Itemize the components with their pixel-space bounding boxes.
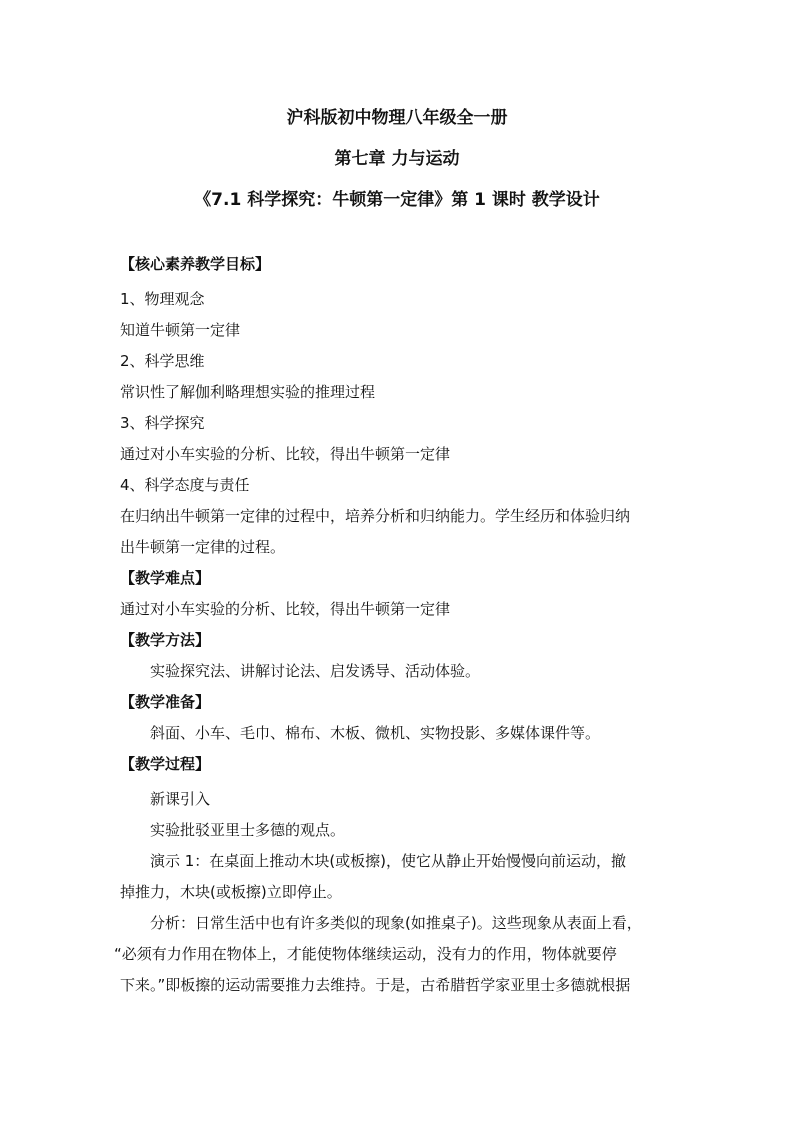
process-sub: 实验批驳亚里士多德的观点。 [150,821,346,839]
analysis-line-2: “必须有力作用在物体上，才能使物体继续运动，没有力的作用，物体就要停 [114,945,617,963]
prep-heading: 【教学准备】 [120,693,211,711]
book-title: 沪科版初中物理八年级全一册 [286,108,508,128]
method-heading: 【教学方法】 [120,631,211,649]
process-intro: 新课引入 [150,790,211,808]
goals-heading: 【核心素养教学目标】 [120,255,271,273]
goal-label-2: 2、科学思维 [120,352,205,370]
goal-label-3: 3、科学探究 [120,414,205,432]
goal-text-3: 通过对小车实验的分析、比较，得出牛顿第一定律 [120,445,451,463]
goal-text-1: 知道牛顿第一定律 [120,321,241,339]
goal-text-2: 常识性了解伽利略理想实验的推理过程 [120,383,376,401]
analysis-line-1: 分析：日常生活中也有许多类似的现象(如推桌子)。这些现象从表面上看， [150,914,642,932]
analysis-line-3: 下来。”即板擦的运动需要推力去维持。于是，古希腊哲学家亚里士多德就根据 [120,976,631,994]
goal-label-4: 4、科学态度与责任 [120,476,250,494]
chapter-title: 第七章 力与运动 [334,149,460,169]
method-text: 实验探究法、讲解讨论法、启发诱导、活动体验。 [150,662,481,680]
demo-line-2: 掉推力，木块(或板擦)立即停止。 [120,883,342,901]
difficulty-text: 通过对小车实验的分析、比较，得出牛顿第一定律 [120,600,451,618]
goal-text-4a: 在归纳出牛顿第一定律的过程中，培养分析和归纳能力。学生经历和体验归纳 [120,507,631,525]
difficulty-heading: 【教学难点】 [120,569,211,587]
prep-text: 斜面、小车、毛巾、棉布、木板、微机、实物投影、多媒体课件等。 [150,724,601,742]
goal-label-1: 1、物理观念 [120,290,205,308]
demo-line-1: 演示 1：在桌面上推动木块(或板擦)，使它从静止开始慢慢向前运动，撤 [150,852,627,870]
lesson-title: 《7.1 科学探究：牛顿第一定律》第 1 课时 教学设计 [194,190,600,210]
goal-text-4b: 出牛顿第一定律的过程。 [120,538,286,556]
process-heading: 【教学过程】 [120,755,211,773]
